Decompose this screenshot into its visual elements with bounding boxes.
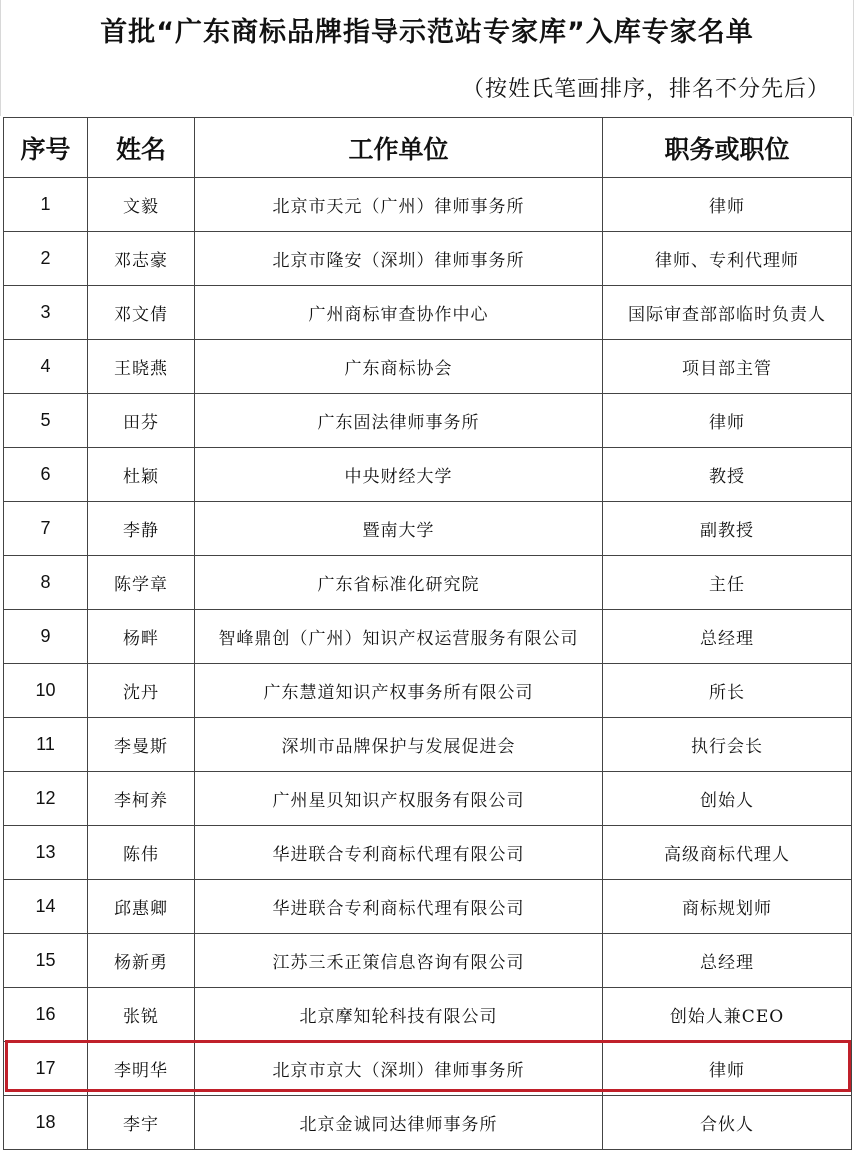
table-row — [4, 610, 852, 664]
cell-organization: 广东慧道知识产权事务所有限公司 — [195, 664, 603, 718]
cell-organization: 广东商标协会 — [195, 340, 603, 394]
cell-index: 13 — [4, 826, 88, 880]
cell-name: 文毅 — [88, 178, 195, 232]
table-row — [4, 664, 852, 718]
cell-index: 16 — [4, 988, 88, 1042]
cell-name: 邓志豪 — [88, 232, 195, 286]
table-row — [4, 880, 852, 934]
header-organization: 工作单位 — [195, 118, 603, 178]
cell-index: 5 — [4, 394, 88, 448]
cell-position: 高级商标代理人 — [603, 826, 852, 880]
cell-name: 李宇 — [88, 1096, 195, 1150]
cell-position: 总经理 — [603, 610, 852, 664]
table-row — [4, 826, 852, 880]
cell-index: 11 — [4, 718, 88, 772]
cell-name: 杨新勇 — [88, 934, 195, 988]
cell-name: 李曼斯 — [88, 718, 195, 772]
cell-organization: 北京金诚同达律师事务所 — [195, 1096, 603, 1150]
table-row — [4, 1042, 852, 1096]
cell-position: 律师、专利代理师 — [603, 232, 852, 286]
cell-position: 律师 — [603, 394, 852, 448]
cell-index: 18 — [4, 1096, 88, 1150]
cell-index: 10 — [4, 664, 88, 718]
cell-index: 1 — [4, 178, 88, 232]
table-row — [4, 988, 852, 1042]
cell-organization: 北京市天元（广州）律师事务所 — [195, 178, 603, 232]
cell-organization: 智峰鼎创（广州）知识产权运营服务有限公司 — [195, 610, 603, 664]
cell-organization: 广州商标审查协作中心 — [195, 286, 603, 340]
cell-index: 3 — [4, 286, 88, 340]
expert-table — [3, 117, 852, 1150]
cell-name: 杨畔 — [88, 610, 195, 664]
cell-position: 国际审查部部临时负责人 — [603, 286, 852, 340]
cell-position: 副教授 — [603, 502, 852, 556]
cell-organization: 广州星贝知识产权服务有限公司 — [195, 772, 603, 826]
cell-index: 4 — [4, 340, 88, 394]
table-header-row — [4, 118, 852, 178]
cell-organization: 华进联合专利商标代理有限公司 — [195, 880, 603, 934]
table-row — [4, 232, 852, 286]
cell-name: 陈学章 — [88, 556, 195, 610]
table-row — [4, 556, 852, 610]
cell-position: 主任 — [603, 556, 852, 610]
page-title: 首批“广东商标品牌指导示范站专家库”入库专家名单 — [100, 17, 754, 48]
cell-name: 田芬 — [88, 394, 195, 448]
cell-index: 15 — [4, 934, 88, 988]
cell-index: 9 — [4, 610, 88, 664]
table-row — [4, 502, 852, 556]
cell-position: 律师 — [603, 178, 852, 232]
table-row — [4, 1096, 852, 1150]
cell-position: 创始人兼CEO — [603, 988, 852, 1042]
header-index: 序号 — [4, 118, 88, 178]
cell-position: 合伙人 — [603, 1096, 852, 1150]
cell-index: 14 — [4, 880, 88, 934]
table-row — [4, 394, 852, 448]
cell-position: 教授 — [603, 448, 852, 502]
table-row — [4, 934, 852, 988]
cell-organization: 暨南大学 — [195, 502, 603, 556]
cell-name: 李静 — [88, 502, 195, 556]
cell-position: 项目部主管 — [603, 340, 852, 394]
cell-position: 执行会长 — [603, 718, 852, 772]
cell-organization: 华进联合专利商标代理有限公司 — [195, 826, 603, 880]
table-row — [4, 178, 852, 232]
cell-name: 邱惠卿 — [88, 880, 195, 934]
cell-position: 律师 — [603, 1042, 852, 1096]
cell-organization: 深圳市品牌保护与发展促进会 — [195, 718, 603, 772]
cell-index: 17 — [4, 1042, 88, 1096]
cell-index: 8 — [4, 556, 88, 610]
table-row — [4, 718, 852, 772]
table-row — [4, 286, 852, 340]
cell-name: 张锐 — [88, 988, 195, 1042]
cell-name: 杜颖 — [88, 448, 195, 502]
cell-name: 王晓燕 — [88, 340, 195, 394]
cell-index: 2 — [4, 232, 88, 286]
table-row — [4, 772, 852, 826]
cell-index: 7 — [4, 502, 88, 556]
table-row — [4, 448, 852, 502]
cell-position: 商标规划师 — [603, 880, 852, 934]
cell-name: 李明华 — [88, 1042, 195, 1096]
cell-organization: 北京摩知轮科技有限公司 — [195, 988, 603, 1042]
cell-organization: 中央财经大学 — [195, 448, 603, 502]
cell-organization: 北京市隆安（深圳）律师事务所 — [195, 232, 603, 286]
cell-name: 邓文倩 — [88, 286, 195, 340]
cell-position: 所长 — [603, 664, 852, 718]
cell-organization: 广东省标准化研究院 — [195, 556, 603, 610]
cell-name: 陈伟 — [88, 826, 195, 880]
cell-name: 沈丹 — [88, 664, 195, 718]
header-name: 姓名 — [88, 118, 195, 178]
cell-index: 6 — [4, 448, 88, 502]
table-row — [4, 340, 852, 394]
header-position: 职务或职位 — [603, 118, 852, 178]
cell-organization: 北京市京大（深圳）律师事务所 — [195, 1042, 603, 1096]
cell-organization: 江苏三禾正策信息咨询有限公司 — [195, 934, 603, 988]
cell-index: 12 — [4, 772, 88, 826]
cell-position: 创始人 — [603, 772, 852, 826]
cell-name: 李柯养 — [88, 772, 195, 826]
cell-position: 总经理 — [603, 934, 852, 988]
cell-organization: 广东固法律师事务所 — [195, 394, 603, 448]
sort-note: （按姓氏笔画排序，排名不分先后） — [461, 77, 830, 102]
